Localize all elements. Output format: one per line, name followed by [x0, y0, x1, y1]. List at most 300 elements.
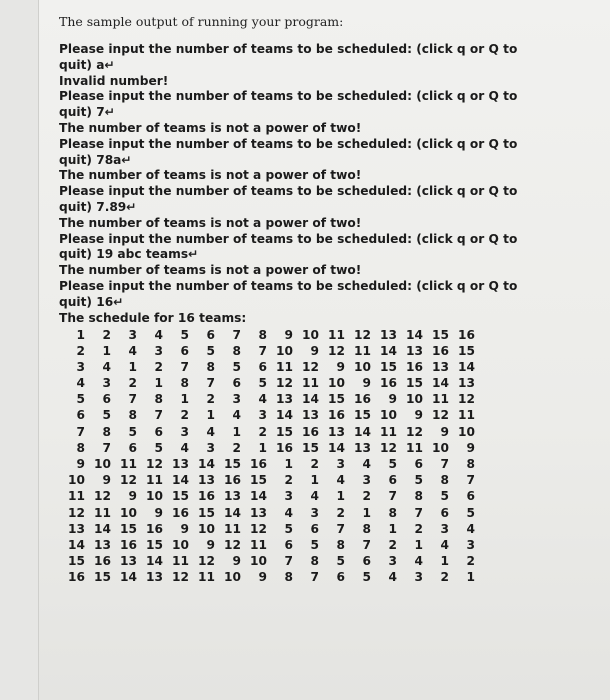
schedule-cell: 11: [380, 424, 397, 439]
schedule-row: [67, 457, 475, 473]
schedule-cell: 1: [258, 440, 267, 455]
schedule-cell: 15: [94, 570, 111, 585]
schedule-cell: 16: [198, 489, 215, 504]
schedule-cell: 14: [94, 521, 111, 536]
schedule-cell: 5: [102, 408, 111, 423]
schedule-cell: 9: [414, 408, 423, 423]
schedule-cell: 11: [250, 537, 267, 552]
schedule-cell: 15: [302, 440, 319, 455]
schedule-cell: 15: [68, 554, 85, 569]
prompt-input-line: [59, 247, 599, 263]
schedule-cell: 16: [276, 440, 293, 455]
schedule-cell: 9: [310, 343, 319, 358]
user-input: 7: [96, 105, 105, 120]
schedule-cell: 12: [224, 537, 241, 552]
enter-key-icon: ↵: [104, 105, 115, 120]
schedule-cell: 6: [414, 457, 423, 472]
schedule-cell: 10: [380, 408, 397, 423]
schedule-cell: 11: [224, 521, 241, 536]
schedule-cell: 9: [180, 521, 189, 536]
schedule-cell: 11: [354, 343, 371, 358]
schedule-cell: 4: [102, 359, 111, 374]
schedule-cell: 14: [146, 554, 163, 569]
schedule-cell: 8: [154, 392, 163, 407]
schedule-cell: 3: [388, 554, 397, 569]
schedule-cell: 9: [284, 327, 293, 342]
schedule-cell: 8: [206, 359, 215, 374]
schedule-cell: 16: [354, 392, 371, 407]
schedule-cell: 7: [388, 489, 397, 504]
schedule-cell: 4: [388, 570, 397, 585]
schedule-cell: 14: [172, 473, 189, 488]
schedule-cell: 4: [232, 408, 241, 423]
schedule-cell: 12: [276, 376, 293, 391]
schedule-row: [67, 538, 475, 554]
schedule-cell: 13: [172, 457, 189, 472]
schedule-cell: 7: [128, 392, 137, 407]
schedule-cell: 3: [440, 521, 449, 536]
schedule-cell: 2: [232, 440, 241, 455]
schedule-cell: 6: [258, 359, 267, 374]
prompt-quit-text: quit): [59, 105, 97, 120]
schedule-cell: 2: [336, 505, 345, 520]
schedule-cell: 11: [458, 408, 475, 423]
schedule-cell: 8: [76, 440, 85, 455]
schedule-cell: 13: [406, 343, 423, 358]
schedule-cell: 12: [354, 327, 371, 342]
schedule-cell: 14: [354, 424, 371, 439]
schedule-cell: 9: [388, 392, 397, 407]
schedule-cell: 6: [336, 570, 345, 585]
schedule-cell: 10: [328, 376, 345, 391]
schedule-cell: 14: [224, 505, 241, 520]
schedule-cell: 10: [172, 537, 189, 552]
schedule-cell: 2: [362, 489, 371, 504]
schedule-cell: 11: [302, 376, 319, 391]
schedule-cell: 10: [302, 327, 319, 342]
schedule-cell: 6: [102, 392, 111, 407]
program-response: Invalid number!: [59, 73, 169, 88]
schedule-cell: 15: [224, 457, 241, 472]
schedule-cell: 5: [76, 392, 85, 407]
schedule-row: [67, 408, 475, 424]
schedule-cell: 14: [250, 489, 267, 504]
user-input: 7.89: [96, 199, 127, 214]
schedule-cell: 3: [102, 376, 111, 391]
schedule-cell: 16: [380, 376, 397, 391]
schedule-row: [67, 360, 475, 376]
schedule-cell: 12: [172, 570, 189, 585]
prompt-input-line: [59, 153, 599, 169]
schedule-cell: 14: [380, 343, 397, 358]
schedule-cell: 2: [180, 408, 189, 423]
schedule-cell: 3: [362, 473, 371, 488]
schedule-cell: 12: [406, 424, 423, 439]
schedule-row: [67, 424, 475, 440]
prompt-quit-text: quit): [59, 152, 97, 167]
schedule-cell: 13: [94, 537, 111, 552]
schedule-cell: 3: [206, 440, 215, 455]
schedule-cell: 4: [414, 554, 423, 569]
enter-key-icon: ↵: [113, 294, 124, 309]
schedule-cell: 7: [180, 359, 189, 374]
schedule-cell: 14: [120, 570, 137, 585]
schedule-cell: 2: [284, 473, 293, 488]
schedule-cell: 7: [310, 570, 319, 585]
schedule-cell: 13: [120, 554, 137, 569]
schedule-cell: 14: [458, 359, 475, 374]
schedule-cell: 8: [284, 570, 293, 585]
schedule-cell: 7: [336, 521, 345, 536]
schedule-cell: 12: [432, 408, 449, 423]
schedule-cell: 11: [406, 440, 423, 455]
schedule-cell: 13: [354, 440, 371, 455]
prompt-line: Please input the number of teams to be scheduled: (click q or Q to: [59, 42, 518, 56]
schedule-cell: 10: [224, 570, 241, 585]
schedule-cell: 1: [232, 424, 241, 439]
prompt-input-line: [59, 105, 599, 121]
schedule-cell: 1: [128, 359, 137, 374]
schedule-cell: 1: [284, 457, 293, 472]
schedule-cell: 5: [466, 505, 475, 520]
schedule-cell: 5: [284, 521, 293, 536]
schedule-cell: 9: [128, 489, 137, 504]
schedule-cell: 16: [94, 554, 111, 569]
schedule-cell: 16: [302, 424, 319, 439]
schedule-cell: 11: [432, 392, 449, 407]
schedule-cell: 15: [328, 392, 345, 407]
schedule-cell: 11: [276, 359, 293, 374]
schedule-row: [67, 344, 475, 360]
schedule-cell: 9: [336, 359, 345, 374]
schedule-cell: 16: [120, 537, 137, 552]
user-input: 16: [96, 294, 114, 309]
prompt-line: Please input the number of teams to be scheduled: (click q or Q to: [59, 89, 518, 104]
user-input: 78a: [96, 152, 122, 167]
schedule-cell: 13: [224, 489, 241, 504]
prompt-input-line: [59, 200, 599, 216]
schedule-cell: 8: [440, 473, 449, 488]
schedule-cell: 3: [76, 359, 85, 374]
schedule-cell: 1: [466, 570, 475, 585]
prompt-line: Please input the number of teams to be scheduled: (click q or Q to: [59, 184, 518, 199]
schedule-cell: 11: [328, 327, 345, 342]
schedule-cell: 14: [68, 537, 85, 552]
schedule-cell: 8: [310, 554, 319, 569]
schedule-cell: 6: [388, 473, 397, 488]
schedule-cell: 4: [76, 376, 85, 391]
schedule-cell: 15: [146, 537, 163, 552]
schedule-cell: 7: [284, 554, 293, 569]
schedule-cell: 8: [414, 489, 423, 504]
schedule-cell: 4: [258, 392, 267, 407]
schedule-cell: 9: [76, 457, 85, 472]
schedule-cell: 13: [380, 327, 397, 342]
schedule-cell: 7: [102, 440, 111, 455]
schedule-cell: 2: [388, 537, 397, 552]
program-response: The number of teams is not a power of two!: [59, 215, 362, 230]
schedule-cell: 8: [232, 343, 241, 358]
schedule-cell: 14: [328, 440, 345, 455]
schedule-cell: 1: [102, 343, 111, 358]
schedule-cell: 2: [466, 554, 475, 569]
schedule-cell: 1: [76, 327, 85, 342]
schedule-cell: 10: [406, 392, 423, 407]
schedule-cell: 16: [458, 327, 475, 342]
schedule-cell: 2: [440, 570, 449, 585]
program-response: The schedule for 16 teams:: [59, 310, 247, 325]
schedule-cell: 1: [336, 489, 345, 504]
prompt-quit-text: quit): [59, 199, 97, 214]
schedule-cell: 5: [414, 473, 423, 488]
schedule-cell: 16: [406, 359, 423, 374]
schedule-cell: 3: [154, 343, 163, 358]
prompt-line: Please input the number of teams to be scheduled: (click q or Q to: [59, 278, 518, 293]
schedule-cell: 8: [102, 424, 111, 439]
schedule-cell: 10: [250, 554, 267, 569]
schedule-cell: 10: [276, 343, 293, 358]
schedule-cell: 14: [432, 376, 449, 391]
schedule-cell: 13: [250, 505, 267, 520]
schedule-row: [67, 392, 475, 408]
schedule-cell: 7: [362, 537, 371, 552]
schedule-cell: 5: [128, 424, 137, 439]
schedule-cell: 3: [414, 570, 423, 585]
schedule-cell: 13: [68, 521, 85, 536]
schedule-cell: 6: [180, 343, 189, 358]
schedule-cell: 9: [258, 570, 267, 585]
schedule-cell: 1: [362, 505, 371, 520]
schedule-cell: 9: [232, 554, 241, 569]
schedule-cell: 13: [302, 408, 319, 423]
page-title: The sample output of running your program:: [59, 14, 344, 29]
schedule-cell: 5: [180, 327, 189, 342]
schedule-row: [67, 505, 475, 521]
schedule-cell: 8: [336, 537, 345, 552]
schedule-cell: 4: [466, 521, 475, 536]
schedule-cell: 2: [206, 392, 215, 407]
schedule-cell: 4: [180, 440, 189, 455]
schedule-cell: 7: [258, 343, 267, 358]
schedule-cell: 12: [198, 554, 215, 569]
schedule-cell: 7: [206, 376, 215, 391]
schedule-cell: 15: [120, 521, 137, 536]
schedule-cell: 6: [128, 440, 137, 455]
schedule-cell: 12: [302, 359, 319, 374]
schedule-cell: 6: [76, 408, 85, 423]
schedule-cell: 1: [440, 554, 449, 569]
schedule-row: [67, 327, 475, 343]
schedule-cell: 6: [466, 489, 475, 504]
schedule-cell: 6: [206, 327, 215, 342]
schedule-cell: 10: [120, 505, 137, 520]
schedule-cell: 4: [310, 489, 319, 504]
schedule-cell: 11: [94, 505, 111, 520]
schedule-cell: 13: [198, 473, 215, 488]
schedule-cell: 14: [302, 392, 319, 407]
schedule-cell: 3: [180, 424, 189, 439]
schedule-cell: 16: [432, 343, 449, 358]
schedule-cell: 1: [154, 376, 163, 391]
schedule-cell: 6: [154, 424, 163, 439]
schedule-cell: 15: [198, 505, 215, 520]
schedule-cell: 5: [310, 537, 319, 552]
schedule-cell: 3: [232, 392, 241, 407]
schedule-cell: 15: [172, 489, 189, 504]
schedule-cell: 10: [94, 457, 111, 472]
schedule-cell: 3: [284, 489, 293, 504]
schedule-cell: 8: [258, 327, 267, 342]
schedule-cell: 11: [120, 457, 137, 472]
schedule-cell: 4: [336, 473, 345, 488]
user-input: a: [96, 57, 105, 72]
schedule-cell: 7: [232, 327, 241, 342]
schedule-cell: 2: [310, 457, 319, 472]
prompt-input-line: [59, 295, 599, 311]
schedule-cell: 9: [154, 505, 163, 520]
schedule-cell: 5: [388, 457, 397, 472]
schedule-cell: 11: [146, 473, 163, 488]
schedule-cell: 5: [440, 489, 449, 504]
schedule-cell: 13: [328, 424, 345, 439]
schedule-cell: 16: [172, 505, 189, 520]
schedule-cell: 16: [68, 570, 85, 585]
schedule-cell: 11: [172, 554, 189, 569]
schedule-cell: 3: [336, 457, 345, 472]
schedule-cell: 15: [380, 359, 397, 374]
prompt-quit-text: quit): [59, 294, 97, 309]
schedule-cell: 3: [258, 408, 267, 423]
schedule-cell: 9: [440, 424, 449, 439]
schedule-cell: 2: [76, 343, 85, 358]
schedule-cell: 15: [354, 408, 371, 423]
schedule-cell: 2: [258, 424, 267, 439]
schedule-cell: 8: [180, 376, 189, 391]
enter-key-icon: ↵: [104, 57, 115, 72]
schedule-cell: 12: [328, 343, 345, 358]
schedule-cell: 7: [440, 457, 449, 472]
schedule-cell: 6: [232, 376, 241, 391]
schedule-cell: 7: [76, 424, 85, 439]
schedule-cell: 3: [128, 327, 137, 342]
program-response: The number of teams is not a power of two!: [59, 168, 362, 183]
schedule-cell: 13: [458, 376, 475, 391]
schedule-cell: 4: [284, 505, 293, 520]
schedule-cell: 16: [328, 408, 345, 423]
schedule-cell: 13: [146, 570, 163, 585]
program-response: The number of teams is not a power of two!: [59, 120, 362, 135]
schedule-cell: 3: [466, 537, 475, 552]
schedule-cell: 7: [154, 408, 163, 423]
schedule-cell: 1: [388, 521, 397, 536]
schedule-cell: 5: [336, 554, 345, 569]
prompt-line: Please input the number of teams to be scheduled: (click q or Q to: [59, 231, 518, 246]
schedule-cell: 6: [362, 554, 371, 569]
schedule-cell: 12: [68, 505, 85, 520]
program-response: The number of teams is not a power of two!: [59, 263, 362, 278]
schedule-cell: 8: [388, 505, 397, 520]
prompt-line: Please input the number of teams to be scheduled: (click q or Q to: [59, 136, 518, 151]
schedule-cell: 2: [154, 359, 163, 374]
schedule-cell: 10: [68, 473, 85, 488]
schedule-cell: 16: [146, 521, 163, 536]
schedule-cell: 1: [414, 537, 423, 552]
schedule-cell: 2: [414, 521, 423, 536]
schedule-cell: 6: [440, 505, 449, 520]
schedule-cell: 10: [354, 359, 371, 374]
schedule-cell: 1: [180, 392, 189, 407]
schedule-row: [67, 554, 475, 570]
schedule-cell: 9: [362, 376, 371, 391]
enter-key-icon: ↵: [126, 199, 137, 214]
schedule-cell: 2: [102, 327, 111, 342]
schedule-cell: 4: [440, 537, 449, 552]
schedule-cell: 8: [362, 521, 371, 536]
schedule-cell: 16: [224, 473, 241, 488]
schedule-cell: 9: [102, 473, 111, 488]
schedule-table: [67, 327, 475, 586]
schedule-cell: 9: [466, 440, 475, 455]
schedule-cell: 6: [310, 521, 319, 536]
schedule-cell: 5: [154, 440, 163, 455]
schedule-cell: 4: [206, 424, 215, 439]
schedule-cell: 11: [198, 570, 215, 585]
schedule-cell: 12: [94, 489, 111, 504]
schedule-cell: 1: [206, 408, 215, 423]
schedule-cell: 3: [310, 505, 319, 520]
enter-key-icon: ↵: [188, 247, 199, 262]
schedule-row: [67, 570, 475, 586]
program-output: [59, 42, 599, 586]
schedule-row: [67, 522, 475, 538]
schedule-cell: 10: [198, 521, 215, 536]
schedule-cell: 14: [276, 408, 293, 423]
schedule-cell: 12: [380, 440, 397, 455]
schedule-cell: 16: [250, 457, 267, 472]
schedule-row: [67, 473, 475, 489]
schedule-cell: 15: [406, 376, 423, 391]
schedule-cell: 5: [258, 376, 267, 391]
schedule-row: [67, 441, 475, 457]
schedule-cell: 10: [432, 440, 449, 455]
schedule-cell: 4: [154, 327, 163, 342]
schedule-cell: 5: [232, 359, 241, 374]
schedule-cell: 15: [250, 473, 267, 488]
schedule-cell: 6: [284, 537, 293, 552]
schedule-cell: 12: [146, 457, 163, 472]
schedule-cell: 1: [310, 473, 319, 488]
schedule-cell: 11: [68, 489, 85, 504]
schedule-row: [67, 489, 475, 505]
schedule-cell: 5: [206, 343, 215, 358]
run-list: [59, 42, 599, 326]
enter-key-icon: ↵: [121, 152, 132, 167]
schedule-cell: 13: [276, 392, 293, 407]
prompt-quit-text: quit): [59, 247, 97, 262]
schedule-cell: 15: [276, 424, 293, 439]
schedule-cell: 12: [250, 521, 267, 536]
schedule-cell: 2: [128, 376, 137, 391]
schedule-cell: 9: [206, 537, 215, 552]
user-input: 19 abc teams: [96, 247, 189, 262]
schedule-cell: 8: [128, 408, 137, 423]
prompt-quit-text: quit): [59, 57, 97, 72]
schedule-cell: 14: [198, 457, 215, 472]
schedule-cell: 7: [414, 505, 423, 520]
schedule-cell: 13: [432, 359, 449, 374]
schedule-cell: 7: [466, 473, 475, 488]
schedule-cell: 5: [362, 570, 371, 585]
